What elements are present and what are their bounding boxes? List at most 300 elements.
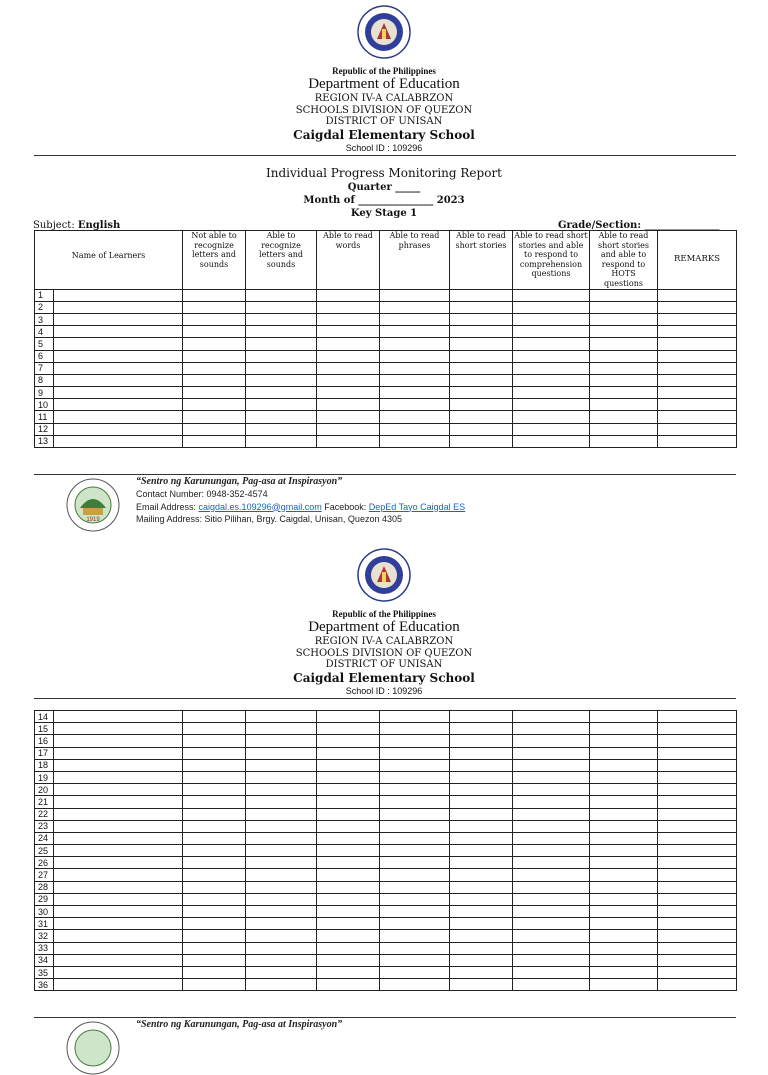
rating-cell[interactable] — [183, 747, 246, 759]
rating-cell[interactable] — [658, 857, 737, 869]
rating-cell[interactable] — [246, 747, 317, 759]
rating-cell[interactable] — [317, 906, 380, 918]
rating-cell[interactable] — [380, 832, 450, 844]
rating-cell[interactable] — [450, 313, 513, 325]
rating-cell[interactable] — [183, 954, 246, 966]
facebook-link[interactable]: DepEd Tayo Caigdal ES — [368, 501, 466, 512]
rating-cell[interactable] — [183, 723, 246, 735]
rating-cell[interactable] — [380, 857, 450, 869]
rating-cell[interactable] — [450, 411, 513, 423]
rating-cell[interactable] — [317, 930, 380, 942]
rating-cell[interactable] — [317, 350, 380, 362]
rating-cell[interactable] — [317, 979, 380, 991]
rating-cell[interactable] — [317, 869, 380, 881]
rating-cell[interactable] — [590, 411, 658, 423]
learner-name-cell[interactable] — [54, 313, 183, 325]
rating-cell[interactable] — [183, 845, 246, 857]
rating-cell[interactable] — [246, 832, 317, 844]
rating-cell[interactable] — [246, 881, 317, 893]
rating-cell[interactable] — [658, 326, 737, 338]
rating-cell[interactable] — [590, 954, 658, 966]
rating-cell[interactable] — [380, 374, 450, 386]
rating-cell[interactable] — [513, 723, 590, 735]
rating-cell[interactable] — [590, 423, 658, 435]
rating-cell[interactable] — [450, 435, 513, 447]
rating-cell[interactable] — [183, 857, 246, 869]
rating-cell[interactable] — [183, 906, 246, 918]
rating-cell[interactable] — [183, 735, 246, 747]
rating-cell[interactable] — [380, 399, 450, 411]
rating-cell[interactable] — [450, 362, 513, 374]
rating-cell[interactable] — [590, 301, 658, 313]
rating-cell[interactable] — [590, 771, 658, 783]
rating-cell[interactable] — [246, 979, 317, 991]
rating-cell[interactable] — [450, 893, 513, 905]
rating-cell[interactable] — [513, 869, 590, 881]
rating-cell[interactable] — [246, 930, 317, 942]
email-link[interactable]: caigdal.es.109296@gmail.com — [198, 501, 322, 512]
rating-cell[interactable] — [590, 930, 658, 942]
rating-cell[interactable] — [380, 338, 450, 350]
rating-cell[interactable] — [513, 289, 590, 301]
rating-cell[interactable] — [513, 301, 590, 313]
rating-cell[interactable] — [380, 326, 450, 338]
rating-cell[interactable] — [183, 771, 246, 783]
rating-cell[interactable] — [183, 966, 246, 978]
rating-cell[interactable] — [317, 893, 380, 905]
rating-cell[interactable] — [658, 362, 737, 374]
rating-cell[interactable] — [658, 435, 737, 447]
rating-cell[interactable] — [658, 374, 737, 386]
rating-cell[interactable] — [380, 796, 450, 808]
rating-cell[interactable] — [513, 893, 590, 905]
rating-cell[interactable] — [513, 747, 590, 759]
rating-cell[interactable] — [246, 301, 317, 313]
rating-cell[interactable] — [380, 711, 450, 723]
rating-cell[interactable] — [183, 411, 246, 423]
rating-cell[interactable] — [317, 966, 380, 978]
learner-name-cell[interactable] — [54, 723, 183, 735]
rating-cell[interactable] — [380, 979, 450, 991]
rating-cell[interactable] — [658, 771, 737, 783]
rating-cell[interactable] — [513, 918, 590, 930]
rating-cell[interactable] — [658, 979, 737, 991]
rating-cell[interactable] — [246, 313, 317, 325]
rating-cell[interactable] — [590, 350, 658, 362]
rating-cell[interactable] — [317, 918, 380, 930]
rating-cell[interactable] — [183, 796, 246, 808]
rating-cell[interactable] — [317, 845, 380, 857]
rating-cell[interactable] — [317, 954, 380, 966]
rating-cell[interactable] — [183, 869, 246, 881]
rating-cell[interactable] — [183, 338, 246, 350]
rating-cell[interactable] — [513, 399, 590, 411]
rating-cell[interactable] — [590, 808, 658, 820]
learner-name-cell[interactable] — [54, 711, 183, 723]
rating-cell[interactable] — [590, 313, 658, 325]
rating-cell[interactable] — [317, 759, 380, 771]
learner-name-cell[interactable] — [54, 808, 183, 820]
rating-cell[interactable] — [590, 362, 658, 374]
rating-cell[interactable] — [658, 338, 737, 350]
rating-cell[interactable] — [317, 301, 380, 313]
rating-cell[interactable] — [513, 711, 590, 723]
rating-cell[interactable] — [183, 326, 246, 338]
rating-cell[interactable] — [450, 338, 513, 350]
rating-cell[interactable] — [317, 313, 380, 325]
rating-cell[interactable] — [450, 942, 513, 954]
rating-cell[interactable] — [658, 845, 737, 857]
rating-cell[interactable] — [658, 869, 737, 881]
rating-cell[interactable] — [658, 954, 737, 966]
rating-cell[interactable] — [590, 832, 658, 844]
rating-cell[interactable] — [513, 857, 590, 869]
rating-cell[interactable] — [658, 350, 737, 362]
rating-cell[interactable] — [590, 942, 658, 954]
learner-name-cell[interactable] — [54, 869, 183, 881]
rating-cell[interactable] — [658, 387, 737, 399]
rating-cell[interactable] — [380, 723, 450, 735]
learner-name-cell[interactable] — [54, 881, 183, 893]
rating-cell[interactable] — [590, 399, 658, 411]
rating-cell[interactable] — [658, 723, 737, 735]
learner-name-cell[interactable] — [54, 845, 183, 857]
rating-cell[interactable] — [317, 942, 380, 954]
rating-cell[interactable] — [513, 350, 590, 362]
rating-cell[interactable] — [246, 759, 317, 771]
rating-cell[interactable] — [183, 374, 246, 386]
rating-cell[interactable] — [380, 747, 450, 759]
rating-cell[interactable] — [450, 423, 513, 435]
rating-cell[interactable] — [183, 930, 246, 942]
rating-cell[interactable] — [658, 411, 737, 423]
rating-cell[interactable] — [317, 387, 380, 399]
rating-cell[interactable] — [450, 289, 513, 301]
rating-cell[interactable] — [380, 301, 450, 313]
rating-cell[interactable] — [246, 869, 317, 881]
learner-name-cell[interactable] — [54, 796, 183, 808]
rating-cell[interactable] — [513, 387, 590, 399]
rating-cell[interactable] — [513, 411, 590, 423]
rating-cell[interactable] — [183, 362, 246, 374]
learner-name-cell[interactable] — [54, 387, 183, 399]
rating-cell[interactable] — [658, 796, 737, 808]
learner-name-cell[interactable] — [54, 759, 183, 771]
rating-cell[interactable] — [380, 759, 450, 771]
learner-name-cell[interactable] — [54, 942, 183, 954]
rating-cell[interactable] — [246, 723, 317, 735]
rating-cell[interactable] — [317, 857, 380, 869]
rating-cell[interactable] — [183, 893, 246, 905]
rating-cell[interactable] — [246, 954, 317, 966]
learner-name-cell[interactable] — [54, 918, 183, 930]
rating-cell[interactable] — [246, 893, 317, 905]
rating-cell[interactable] — [246, 966, 317, 978]
rating-cell[interactable] — [513, 771, 590, 783]
rating-cell[interactable] — [658, 881, 737, 893]
rating-cell[interactable] — [380, 930, 450, 942]
rating-cell[interactable] — [246, 326, 317, 338]
rating-cell[interactable] — [513, 423, 590, 435]
rating-cell[interactable] — [513, 784, 590, 796]
learner-name-cell[interactable] — [54, 930, 183, 942]
rating-cell[interactable] — [246, 338, 317, 350]
rating-cell[interactable] — [246, 289, 317, 301]
rating-cell[interactable] — [183, 435, 246, 447]
rating-cell[interactable] — [317, 374, 380, 386]
rating-cell[interactable] — [513, 759, 590, 771]
learner-name-cell[interactable] — [54, 338, 183, 350]
learner-name-cell[interactable] — [54, 289, 183, 301]
rating-cell[interactable] — [450, 918, 513, 930]
rating-cell[interactable] — [590, 893, 658, 905]
rating-cell[interactable] — [590, 387, 658, 399]
rating-cell[interactable] — [450, 735, 513, 747]
rating-cell[interactable] — [317, 881, 380, 893]
rating-cell[interactable] — [450, 857, 513, 869]
rating-cell[interactable] — [658, 399, 737, 411]
rating-cell[interactable] — [513, 374, 590, 386]
learner-name-cell[interactable] — [54, 411, 183, 423]
rating-cell[interactable] — [590, 759, 658, 771]
rating-cell[interactable] — [183, 820, 246, 832]
rating-cell[interactable] — [450, 820, 513, 832]
rating-cell[interactable] — [317, 771, 380, 783]
rating-cell[interactable] — [380, 942, 450, 954]
rating-cell[interactable] — [246, 387, 317, 399]
rating-cell[interactable] — [658, 784, 737, 796]
rating-cell[interactable] — [590, 918, 658, 930]
rating-cell[interactable] — [246, 350, 317, 362]
rating-cell[interactable] — [590, 747, 658, 759]
rating-cell[interactable] — [590, 979, 658, 991]
rating-cell[interactable] — [658, 747, 737, 759]
learner-name-cell[interactable] — [54, 326, 183, 338]
rating-cell[interactable] — [658, 313, 737, 325]
rating-cell[interactable] — [590, 723, 658, 735]
rating-cell[interactable] — [513, 979, 590, 991]
rating-cell[interactable] — [317, 435, 380, 447]
rating-cell[interactable] — [246, 374, 317, 386]
rating-cell[interactable] — [513, 313, 590, 325]
rating-cell[interactable] — [317, 723, 380, 735]
rating-cell[interactable] — [450, 759, 513, 771]
rating-cell[interactable] — [658, 301, 737, 313]
rating-cell[interactable] — [246, 411, 317, 423]
rating-cell[interactable] — [380, 411, 450, 423]
rating-cell[interactable] — [317, 796, 380, 808]
learner-name-cell[interactable] — [54, 374, 183, 386]
rating-cell[interactable] — [513, 796, 590, 808]
rating-cell[interactable] — [590, 796, 658, 808]
rating-cell[interactable] — [380, 808, 450, 820]
rating-cell[interactable] — [183, 387, 246, 399]
rating-cell[interactable] — [513, 832, 590, 844]
rating-cell[interactable] — [380, 845, 450, 857]
rating-cell[interactable] — [317, 289, 380, 301]
rating-cell[interactable] — [658, 289, 737, 301]
rating-cell[interactable] — [513, 735, 590, 747]
rating-cell[interactable] — [658, 966, 737, 978]
rating-cell[interactable] — [183, 808, 246, 820]
learner-name-cell[interactable] — [54, 893, 183, 905]
rating-cell[interactable] — [513, 966, 590, 978]
rating-cell[interactable] — [513, 820, 590, 832]
rating-cell[interactable] — [246, 362, 317, 374]
rating-cell[interactable] — [380, 954, 450, 966]
rating-cell[interactable] — [450, 845, 513, 857]
rating-cell[interactable] — [590, 435, 658, 447]
learner-name-cell[interactable] — [54, 423, 183, 435]
rating-cell[interactable] — [183, 711, 246, 723]
rating-cell[interactable] — [380, 906, 450, 918]
rating-cell[interactable] — [380, 869, 450, 881]
rating-cell[interactable] — [450, 881, 513, 893]
rating-cell[interactable] — [658, 906, 737, 918]
rating-cell[interactable] — [246, 784, 317, 796]
rating-cell[interactable] — [246, 711, 317, 723]
learner-name-cell[interactable] — [54, 979, 183, 991]
rating-cell[interactable] — [450, 930, 513, 942]
rating-cell[interactable] — [246, 857, 317, 869]
rating-cell[interactable] — [590, 711, 658, 723]
rating-cell[interactable] — [246, 435, 317, 447]
learner-name-cell[interactable] — [54, 784, 183, 796]
rating-cell[interactable] — [450, 869, 513, 881]
rating-cell[interactable] — [590, 326, 658, 338]
rating-cell[interactable] — [246, 906, 317, 918]
rating-cell[interactable] — [513, 808, 590, 820]
rating-cell[interactable] — [183, 399, 246, 411]
rating-cell[interactable] — [380, 771, 450, 783]
rating-cell[interactable] — [450, 832, 513, 844]
rating-cell[interactable] — [450, 387, 513, 399]
rating-cell[interactable] — [380, 893, 450, 905]
rating-cell[interactable] — [380, 423, 450, 435]
rating-cell[interactable] — [450, 350, 513, 362]
rating-cell[interactable] — [450, 966, 513, 978]
learner-name-cell[interactable] — [54, 735, 183, 747]
rating-cell[interactable] — [246, 399, 317, 411]
learner-name-cell[interactable] — [54, 820, 183, 832]
rating-cell[interactable] — [658, 918, 737, 930]
rating-cell[interactable] — [317, 338, 380, 350]
learner-name-cell[interactable] — [54, 435, 183, 447]
rating-cell[interactable] — [590, 966, 658, 978]
rating-cell[interactable] — [380, 784, 450, 796]
rating-cell[interactable] — [513, 845, 590, 857]
rating-cell[interactable] — [380, 313, 450, 325]
rating-cell[interactable] — [183, 423, 246, 435]
learner-name-cell[interactable] — [54, 906, 183, 918]
rating-cell[interactable] — [317, 399, 380, 411]
rating-cell[interactable] — [246, 423, 317, 435]
rating-cell[interactable] — [590, 845, 658, 857]
rating-cell[interactable] — [380, 387, 450, 399]
rating-cell[interactable] — [317, 362, 380, 374]
learner-name-cell[interactable] — [54, 771, 183, 783]
rating-cell[interactable] — [450, 711, 513, 723]
learner-name-cell[interactable] — [54, 362, 183, 374]
rating-cell[interactable] — [246, 918, 317, 930]
rating-cell[interactable] — [450, 771, 513, 783]
learner-name-cell[interactable] — [54, 857, 183, 869]
rating-cell[interactable] — [246, 796, 317, 808]
rating-cell[interactable] — [450, 796, 513, 808]
rating-cell[interactable] — [380, 966, 450, 978]
rating-cell[interactable] — [380, 881, 450, 893]
rating-cell[interactable] — [183, 759, 246, 771]
rating-cell[interactable] — [658, 735, 737, 747]
rating-cell[interactable] — [450, 374, 513, 386]
rating-cell[interactable] — [183, 979, 246, 991]
rating-cell[interactable] — [590, 374, 658, 386]
rating-cell[interactable] — [183, 301, 246, 313]
rating-cell[interactable] — [590, 289, 658, 301]
rating-cell[interactable] — [590, 881, 658, 893]
rating-cell[interactable] — [590, 735, 658, 747]
rating-cell[interactable] — [513, 881, 590, 893]
rating-cell[interactable] — [658, 711, 737, 723]
rating-cell[interactable] — [590, 906, 658, 918]
rating-cell[interactable] — [183, 832, 246, 844]
rating-cell[interactable] — [246, 771, 317, 783]
learner-name-cell[interactable] — [54, 399, 183, 411]
rating-cell[interactable] — [658, 759, 737, 771]
rating-cell[interactable] — [317, 735, 380, 747]
rating-cell[interactable] — [317, 820, 380, 832]
rating-cell[interactable] — [513, 435, 590, 447]
rating-cell[interactable] — [380, 820, 450, 832]
rating-cell[interactable] — [246, 845, 317, 857]
rating-cell[interactable] — [450, 747, 513, 759]
learner-name-cell[interactable] — [54, 301, 183, 313]
rating-cell[interactable] — [658, 808, 737, 820]
rating-cell[interactable] — [380, 918, 450, 930]
learner-name-cell[interactable] — [54, 832, 183, 844]
learner-name-cell[interactable] — [54, 747, 183, 759]
rating-cell[interactable] — [317, 423, 380, 435]
learner-name-cell[interactable] — [54, 966, 183, 978]
rating-cell[interactable] — [513, 338, 590, 350]
rating-cell[interactable] — [450, 399, 513, 411]
learner-name-cell[interactable] — [54, 350, 183, 362]
rating-cell[interactable] — [380, 435, 450, 447]
rating-cell[interactable] — [246, 735, 317, 747]
rating-cell[interactable] — [658, 930, 737, 942]
rating-cell[interactable] — [658, 423, 737, 435]
rating-cell[interactable] — [450, 301, 513, 313]
rating-cell[interactable] — [317, 711, 380, 723]
rating-cell[interactable] — [183, 784, 246, 796]
rating-cell[interactable] — [183, 350, 246, 362]
rating-cell[interactable] — [658, 832, 737, 844]
rating-cell[interactable] — [317, 784, 380, 796]
rating-cell[interactable] — [590, 857, 658, 869]
rating-cell[interactable] — [513, 362, 590, 374]
rating-cell[interactable] — [450, 326, 513, 338]
rating-cell[interactable] — [246, 820, 317, 832]
rating-cell[interactable] — [450, 784, 513, 796]
rating-cell[interactable] — [380, 735, 450, 747]
rating-cell[interactable] — [183, 881, 246, 893]
rating-cell[interactable] — [450, 808, 513, 820]
rating-cell[interactable] — [380, 289, 450, 301]
rating-cell[interactable] — [183, 289, 246, 301]
rating-cell[interactable] — [590, 784, 658, 796]
rating-cell[interactable] — [380, 362, 450, 374]
rating-cell[interactable] — [513, 954, 590, 966]
